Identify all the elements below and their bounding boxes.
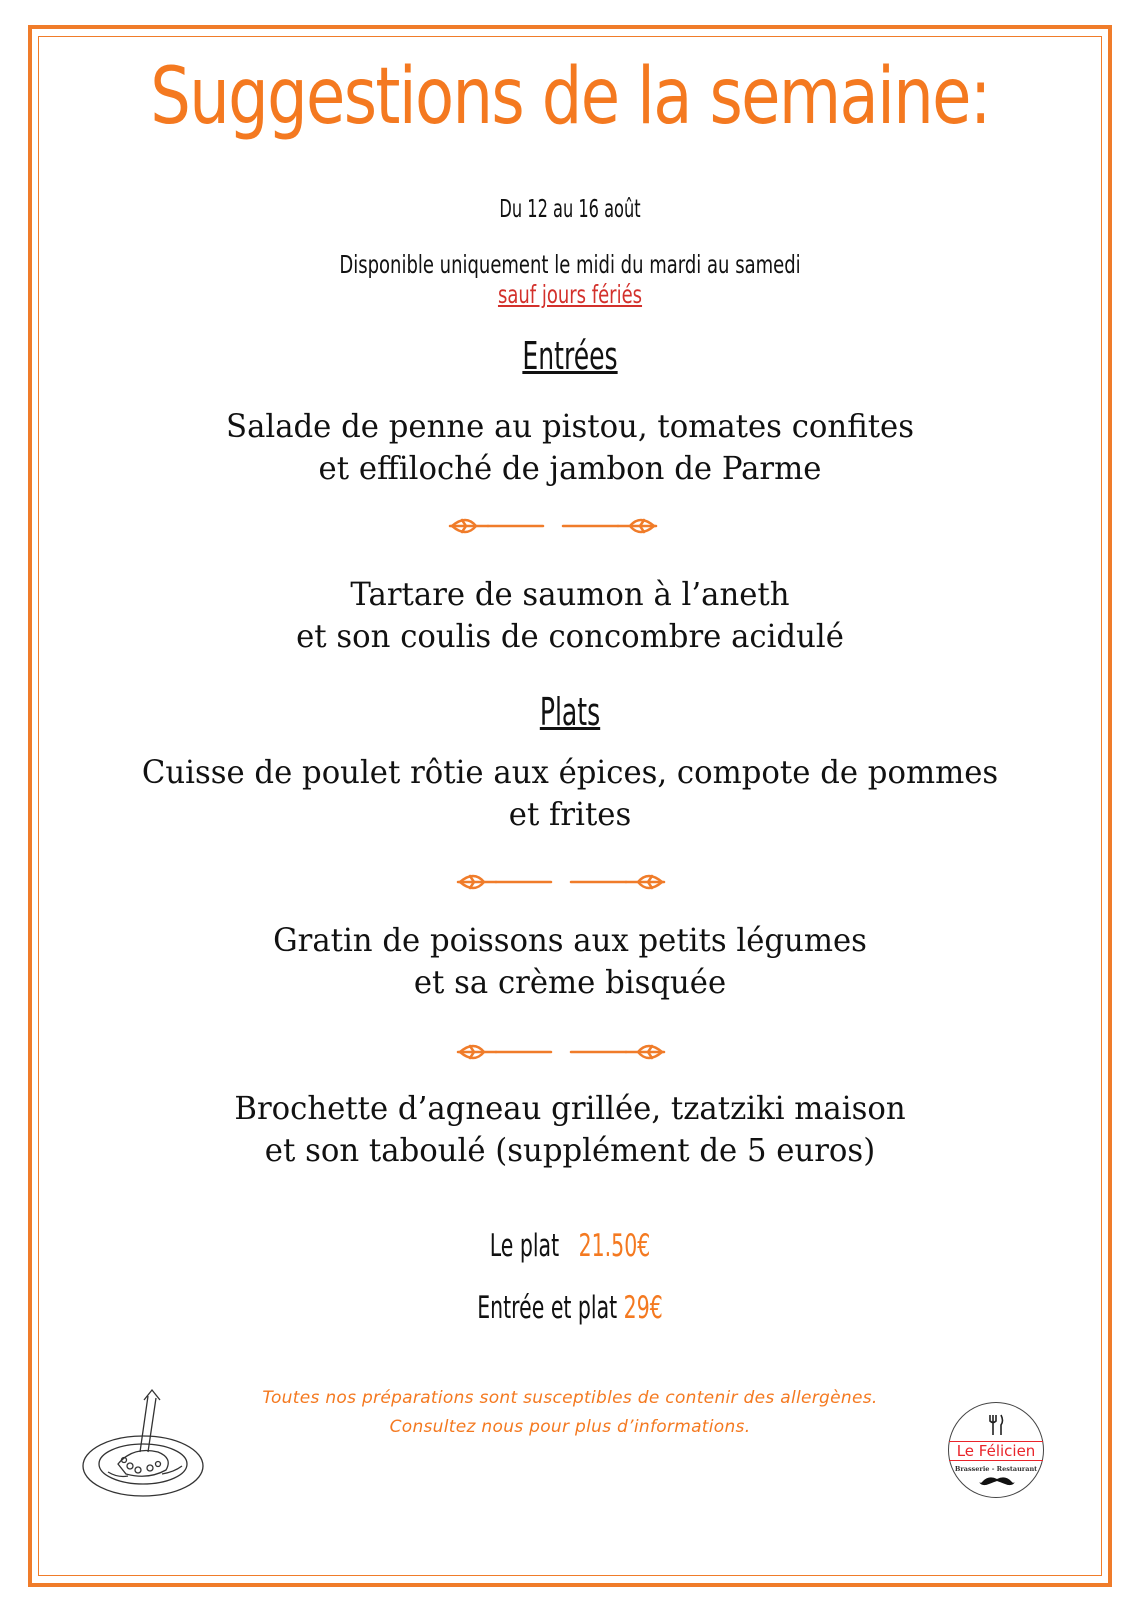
price-combo [194,1290,946,1326]
section-heading-plats: Plats [539,690,601,734]
mustache-icon [979,1475,1015,1487]
allergen-note-line2: Consultez nous pour plus d’informations. [389,1417,751,1437]
plat-item-1-line2: et frites [508,795,632,833]
entree-item-1-line1: Salade de penne au pistou, tomates confites [226,407,914,445]
leaf-divider-ornament [456,862,666,902]
leaf-divider-ornament [456,1032,666,1072]
price-plat [194,1228,946,1264]
fork-knife-icon [989,1413,1005,1437]
section-heading-entrees: Entrées [522,334,618,378]
price-combo-label: Entrée et plat [477,1290,618,1326]
price-plat-amount: 21.50€ [578,1228,651,1264]
plat-item-2-line2: et sa crème bisquée [413,963,727,1001]
logo-name: Le Félicien [949,1441,1043,1461]
entree-item-2-line1: Tartare de saumon à l’aneth [350,575,790,613]
restaurant-logo [948,1402,1044,1498]
entree-item-1-line2: et effiloché de jambon de Parme [318,449,822,487]
logo-tagline: Brasserie - Restaurant [954,1465,1038,1473]
allergen-note-line1: Toutes nos préparations sont susceptibles de contenir des allergènes. [262,1388,878,1408]
price-plat-label: Le plat [489,1228,560,1264]
plat-item-2-line1: Gratin de poissons aux petits légumes [273,921,867,959]
date-range: Du 12 au 16 août [499,194,641,223]
plat-item-3-line1: Brochette d’agneau grillée, tzatziki maison [234,1089,906,1127]
availability-note: Disponible uniquement le midi du mardi au samedi [339,250,801,279]
lamb-plate-illustration [78,1386,208,1501]
plat-item-1-line1: Cuisse de poulet rôtie aux épices, compote de pommes [141,753,999,791]
holiday-exception: sauf jours fériés [497,280,643,309]
price-combo-amount: 29€ [623,1290,663,1326]
leaf-divider-ornament [448,506,658,546]
entree-item-2-line2: et son coulis de concombre acidulé [296,617,844,655]
page-title: Suggestions de la semaine: [150,52,990,142]
plat-item-3-line2: et son taboulé (supplément de 5 euros) [264,1131,876,1169]
